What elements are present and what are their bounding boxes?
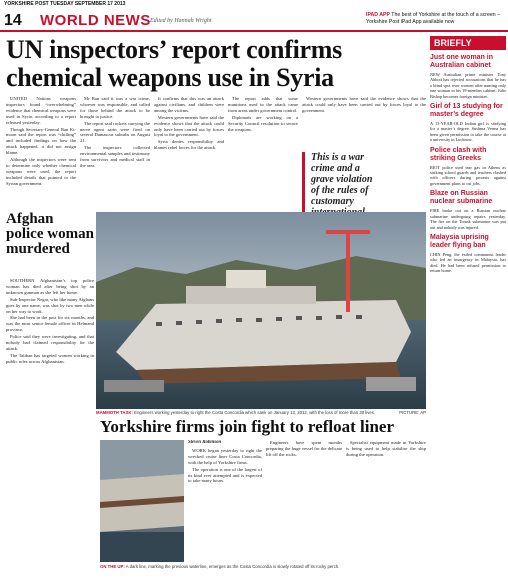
article-paragraph: SOUTHERN Afghanistan’s top police woman has died after being shot by an unknown gunman as she left her home. [6,278,94,295]
brief-story [430,103,506,143]
brief-story [430,234,506,274]
brief-title: Girl of 13 studying for master’s degree [430,103,503,119]
brief-story [430,147,506,187]
brief-story [430,190,506,230]
ipad-app-promo [366,12,506,25]
yorkshire-article-col-2 [266,440,342,562]
photo1-credit: PICTURE: AP [399,410,426,415]
article-column-4 [228,96,298,208]
article-paragraph: It confirms that this was an attack against civilians, and children were among the victims. [154,96,224,113]
photo1-caption-label: MAMMOTH TASK: [96,410,133,415]
brief-body: RIOT police used tear gas in Athens as striking school guards and teachers clashed with officers during protests against government plans to cut jobs. [430,164,506,186]
page-number: 14 [4,12,22,29]
brief-story [430,54,506,99]
brief-title: Blaze on Russian nuclear submarine [430,190,493,206]
article-paragraph: Syria denies responsibility and blames rebel forces for the attack. [154,139,224,151]
article-column-1 [6,96,76,208]
article-paragraph: UNITED Nations weapons inspectors found “overwhelming” evidence that chemical weapons were used in Syria, according to a report released yesterday. [6,96,76,125]
article-paragraph: Although the inspectors were sent to determine only whether chemical weapons were used, the report included details that pointed to the Syrian government. [6,157,76,186]
section-title: WORLD NEWS [40,12,151,29]
photo1-caption [96,410,426,415]
brief-body: CHIN Peng, the exiled communist leader who led an insurgency in Malaysia, has died. He had been refused permission to return home. [430,251,506,274]
article-paragraph: Diplomats are working on a Security Council resolution to secure the weapons. [228,114,298,132]
article-paragraph: The inspectors collected environmental samples and testimony from survivors and medical staff in the area. [80,145,150,168]
article-paragraph: Police said they were investigating, and that nobody had claimed responsibility for the attack. [6,334,94,351]
article-column-5 [302,96,426,148]
article-paragraph: She had been in the post for six months, and was the most senior female officer in Helmand province. [6,315,94,333]
article-paragraph: Though Secretary-General Ban Ki-moon said the report was “chilling” and included findings on how the attack happened, it did not assign blame. [6,126,76,156]
article-column-3 [154,96,224,208]
main-headline: UN inspectors’ report confirms chemical weapons use in Syria [6,35,342,92]
brief-body: FIRE broke out on a Russian nuclear submarine undergoing repairs yesterday. The fire on the Tomsk submarine was put out and nobody was injured. [430,208,506,230]
brief-title: Police clash with striking Greeks [430,146,487,162]
afghan-article [6,278,94,578]
section-editor: Edited by Hannah Wright [150,18,212,24]
article-paragraph: Sub-Inspector Negar, who like many Afghans goes by one name, was shot by two men while on her way to work. [6,296,94,314]
article-paragraph: Mr Ban said it was a war crime, whoever was responsible, and called for those behind the attack to be brought to justice. [80,96,150,119]
page-header [0,10,508,32]
page-topbar [0,0,508,9]
yorkshire-article-col-3 [346,440,426,562]
briefly-heading: BRIEFLY [430,36,506,50]
article-paragraph: The Taliban has targeted women working in public roles across Afghanistan. [6,352,94,364]
article-paragraph: Engineers have spent months preparing the huge vessel for the delicate lift off the rocks. [266,440,342,457]
brief-title: Just one woman in Australian cabinet [430,54,494,69]
photo2-caption-text: A dark line, marking the previous waterline, emerges as the Costa Concordia is slowly rotated off its rocky perch. [125,564,340,569]
article-column-2 [80,96,150,208]
article-paragraph: Specialist equipment made in Yorkshire is being used to help stabilise the ship during the operation. [346,440,426,457]
photo1-caption-text: Engineers working yesterday to right the Costa Concordia which sank on January 13, 2012, with the loss of more than 30 lives. [134,410,376,415]
costa-concordia-photo [96,212,426,409]
article-paragraph: The operation is one of the largest of its kind ever attempted and is expected to take many hours. [188,466,262,484]
yorkshire-headline: Yorkshire firms join fight to refloat liner [100,417,394,436]
photo2-caption-label: ON THE UP: [100,564,125,569]
afghan-headline: Afghan police woman murdered [6,211,94,257]
byline: Steven Robinson [188,440,222,445]
waterline-photo [100,440,184,562]
brief-body: NEW Australian prime minister Tony Abbott has rejected accusations that he has a blind spot over women after naming only one woman in his 19-member cabinet. Julie Bishop becomes foreign minister. [430,72,506,99]
article-paragraph: WORK began yesterday to right the wrecked cruise liner Costa Concordia, with the help of Yorkshire firms. [188,447,262,465]
article-paragraph: The report adds that some munitions used in the attack came from areas under government control. [228,96,298,113]
promo-label: IPAD APP [366,12,390,18]
photo2-caption [100,564,426,569]
yorkshire-article-col-1 [188,440,262,562]
article-paragraph: Western governments have said the evidence shows that the attack could only have been carried out by forces loyal to the government. [302,96,426,113]
brief-body: A 13-YEAR-OLD Indian girl is studying for a master’s degree. Sushma Verma has been given permission to take the course at a university in Lucknow. [430,121,506,143]
topbar-dateline: YORKSHIRE POST TUESDAY SEPTEMBER 17 2013 [4,1,126,7]
article-paragraph: The report said rockets carrying the nerve agent sarin were fired on several Damascus suburbs on August 21. [80,120,150,144]
brief-title: Malaysia uprising leader flying ban [430,233,489,249]
promo-text: The best of Yorkshire at the touch of a screen – Yorkshire Post iPad App available now [366,12,501,25]
briefly-sidebar [430,36,506,580]
pull-quote: This is a war crime and a grave violation of the rules of customary [302,152,382,229]
article-paragraph: Western governments have said the evidence shows that the attack could only have been carried out by forces loyal to the government. [154,114,224,138]
